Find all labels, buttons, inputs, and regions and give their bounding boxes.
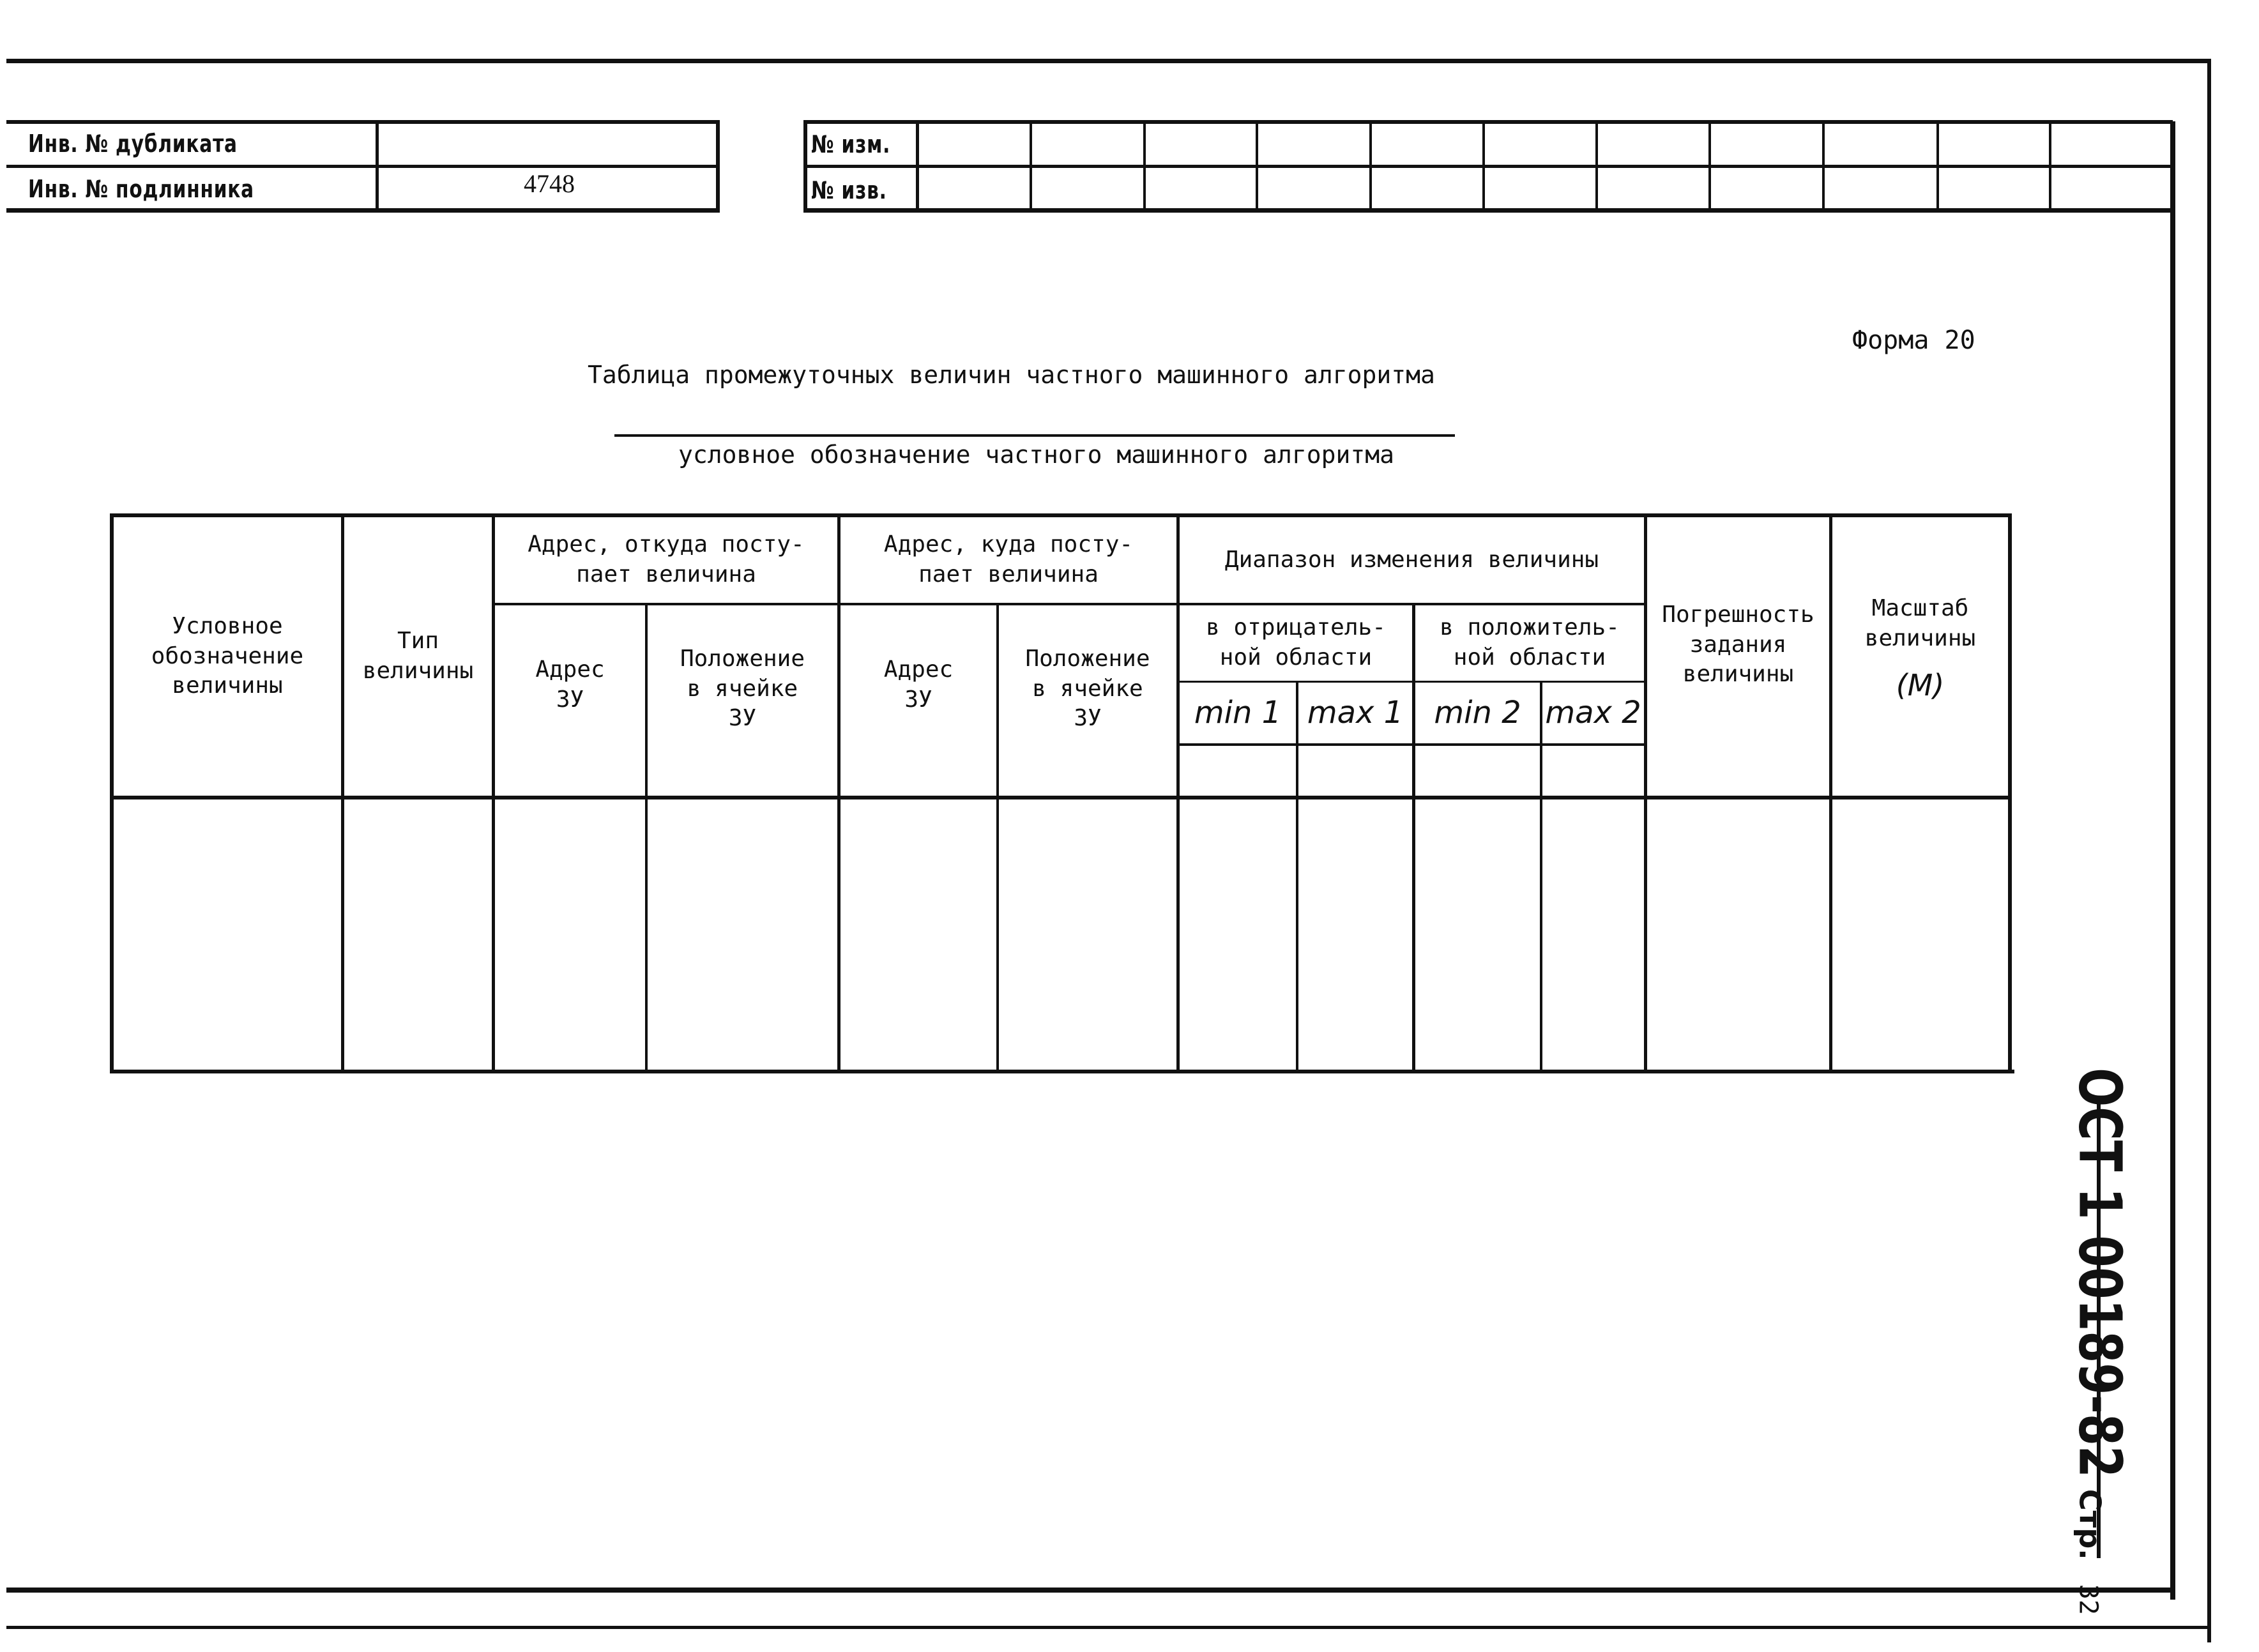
algorithm-name-line (614, 434, 1455, 437)
header-positive-region: в положитель- ной области (1440, 614, 1620, 671)
header-scale-symbol: (M) (1896, 668, 1945, 702)
header-source-cell-position: Положение в ячейке ЗУ (680, 645, 805, 732)
original-inventory-label: Инв. № подлинника (28, 175, 254, 203)
duplicate-inventory-label: Инв. № дубликата (28, 130, 238, 158)
frame-bottom-outer-line (6, 1626, 2211, 1629)
header-destination-cell-position: Положение в ячейке ЗУ (1025, 645, 1150, 732)
header-negative-region: в отрицатель- ной области (1206, 614, 1386, 671)
header-error: Погрешность задания величины (1662, 601, 1814, 688)
header-destination-memory-address: Адрес ЗУ (883, 656, 954, 713)
form-label: Форма 20 (1852, 326, 1975, 355)
frame-top-line (6, 59, 2210, 63)
header-max2: max 2 (1545, 695, 1641, 731)
algorithm-name-caption: условное обозначение частного машинного алгоритма (678, 441, 1395, 469)
header-scale: Масштаб величины (1864, 595, 1976, 651)
header-destination-address: Адрес, куда посту- пает величина (883, 531, 1134, 587)
header-min1: min 1 (1194, 695, 1282, 731)
header-type: Тип величины (362, 628, 474, 684)
table-bottom-border (110, 1070, 2014, 1073)
header-min2: min 2 (1434, 695, 1521, 731)
table-header-bottom-border (110, 796, 2012, 799)
page-label: Стр. (2073, 1489, 2108, 1560)
header-source-address: Адрес, откуда посту- пает величина (528, 531, 805, 587)
document-title: Таблица промежуточных величин частного машинного алгоритма (588, 361, 1435, 389)
range-value-line (1176, 743, 1647, 746)
header-source-memory-address: Адрес ЗУ (535, 656, 605, 713)
header-value-range: Диапазон изменения величины (1224, 546, 1599, 573)
change-number-label: № изм. (811, 130, 891, 158)
frame-bottom-inner-line (6, 1588, 2175, 1593)
original-inventory-value: 4748 (524, 169, 575, 198)
frame-right-outer-line (2207, 59, 2211, 1642)
page-number: 32 (2073, 1584, 2103, 1615)
standard-code: ОСТ 1 00189-82 (2065, 1068, 2134, 1478)
notice-number-label: № изв. (811, 176, 887, 204)
frame-right-inner-line (2170, 121, 2175, 1600)
table-right-border (2008, 513, 2012, 1073)
header-designation: Условное обозначение величины (151, 612, 304, 699)
header-max1: max 1 (1307, 695, 1404, 731)
